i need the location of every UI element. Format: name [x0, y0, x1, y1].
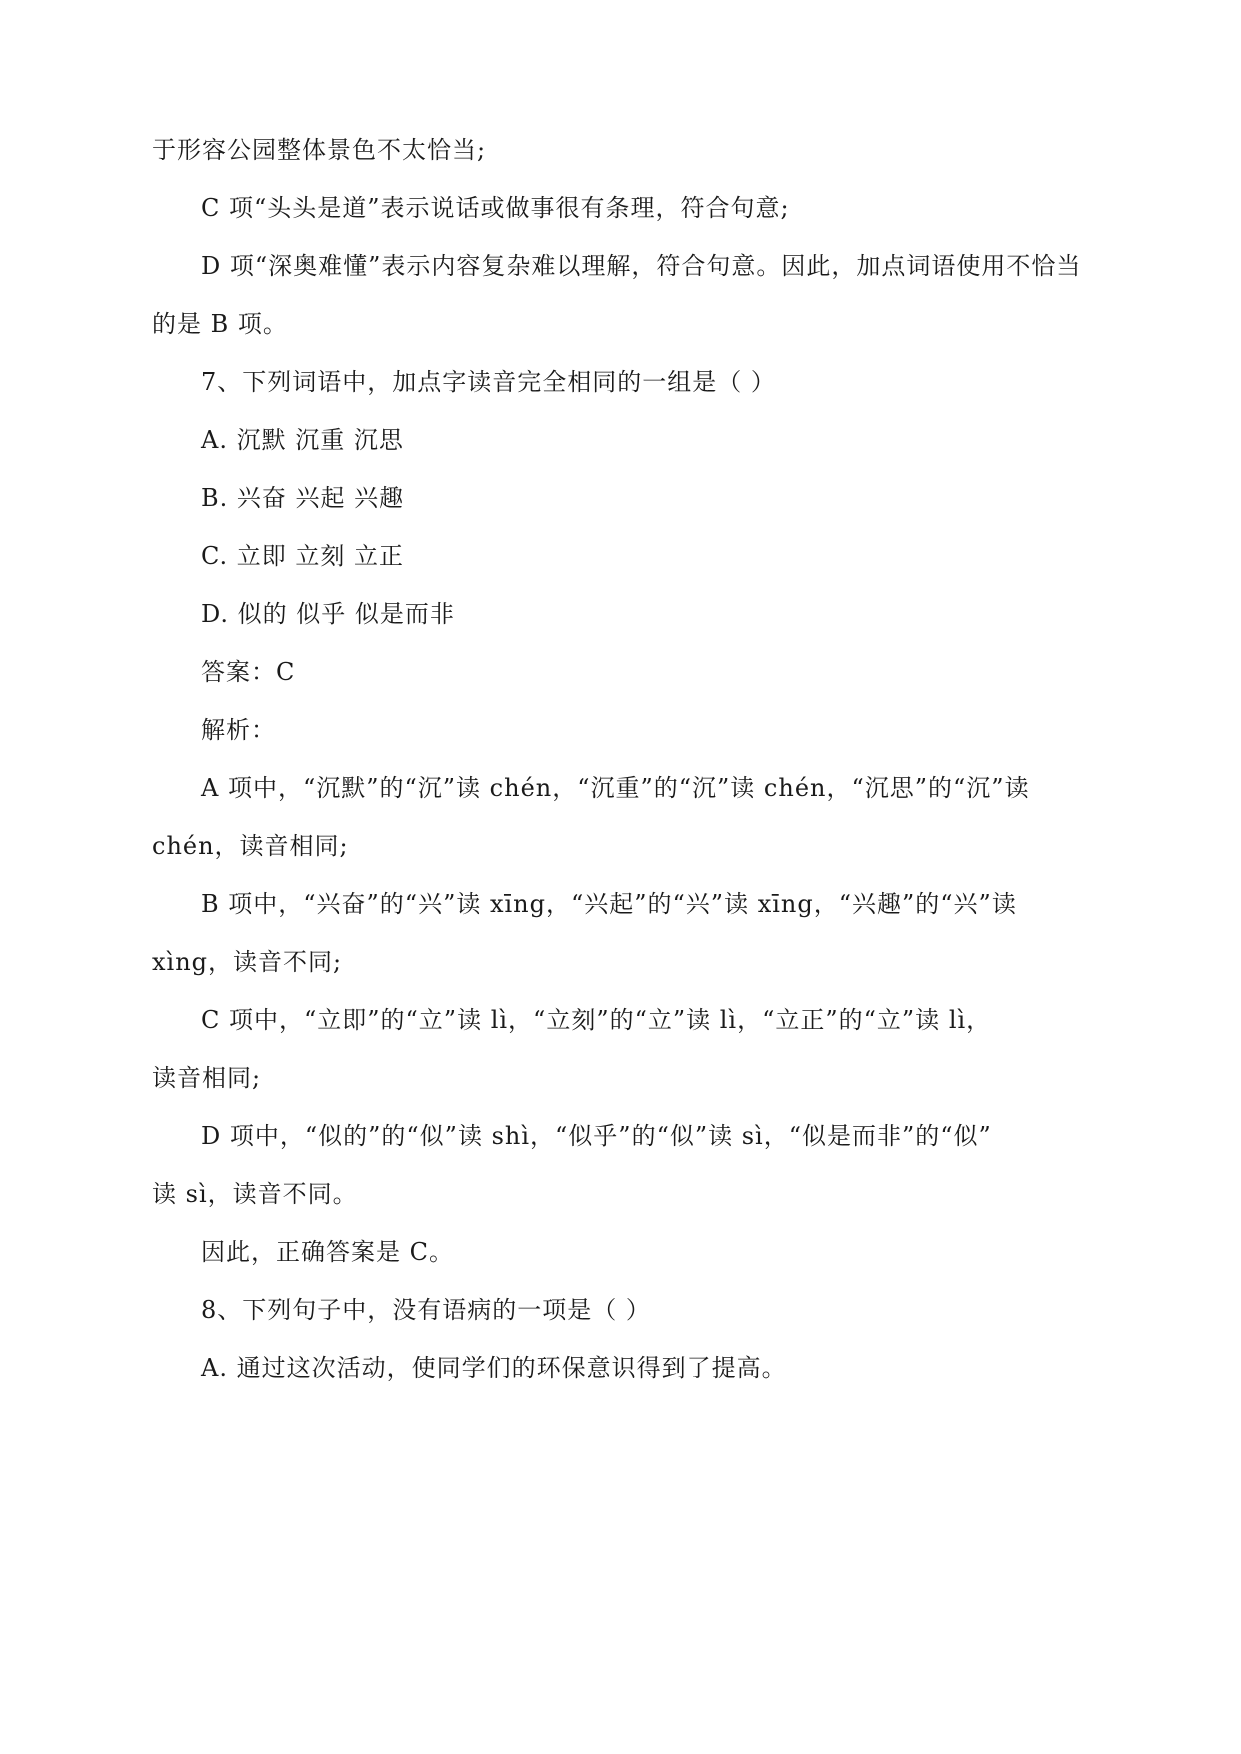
question-7-analysis-heading: 解析：: [201, 716, 276, 744]
analysis-line-c: C 项中，“立即”的“立”读 lì，“立刻”的“立”读 lì，“立正”的“立”读 lì，: [201, 1006, 992, 1034]
question-8-option-a: A. 通过这次活动，使同学们的环保意识得到了提高。: [201, 1354, 787, 1382]
analysis-line-b-cont: xìng，读音不同;: [152, 948, 343, 976]
question-7-option-c: C. 立即 立刻 立正: [201, 542, 405, 570]
question-7-stem: 7、下列词语中，加点字读音完全相同的一组是（ ）: [201, 368, 776, 396]
explanation-line-option-c: C 项“头头是道”表示说话或做事很有条理，符合句意;: [201, 194, 790, 222]
analysis-line-a-cont: chén，读音相同;: [152, 832, 349, 860]
question-7-conclusion: 因此，正确答案是 C。: [201, 1238, 454, 1266]
analysis-line-d: D 项中，“似的”的“似”读 shì，“似乎”的“似”读 sì，“似是而非”的“似”: [201, 1122, 992, 1150]
analysis-line-c-cont: 读音相同;: [152, 1064, 262, 1092]
question-7-option-d: D. 似的 似乎 似是而非: [201, 600, 455, 628]
question-7-answer: 答案：C: [201, 658, 296, 686]
analysis-line-a: A 项中，“沉默”的“沉”读 chén，“沉重”的“沉”读 chén，“沉思”的“沉”读: [201, 774, 1030, 802]
paragraph-line-continuation: 于形容公园整体景色不太恰当;: [152, 136, 487, 164]
question-7-option-b: B. 兴奋 兴起 兴趣: [201, 484, 405, 512]
analysis-line-b: B 项中，“兴奋”的“兴”读 xīng，“兴起”的“兴”读 xīng，“兴趣”的“兴”读: [201, 890, 1017, 918]
question-8-stem: 8、下列句子中，没有语病的一项是（ ）: [201, 1296, 651, 1324]
explanation-line-conclusion: 的是 B 项。: [152, 310, 288, 338]
analysis-line-d-cont: 读 sì，读音不同。: [152, 1180, 358, 1208]
question-7-option-a: A. 沉默 沉重 沉思: [201, 426, 404, 454]
explanation-line-option-d: D 项“深奥难懂”表示内容复杂难以理解，符合句意。因此，加点词语使用不恰当: [201, 252, 1082, 280]
